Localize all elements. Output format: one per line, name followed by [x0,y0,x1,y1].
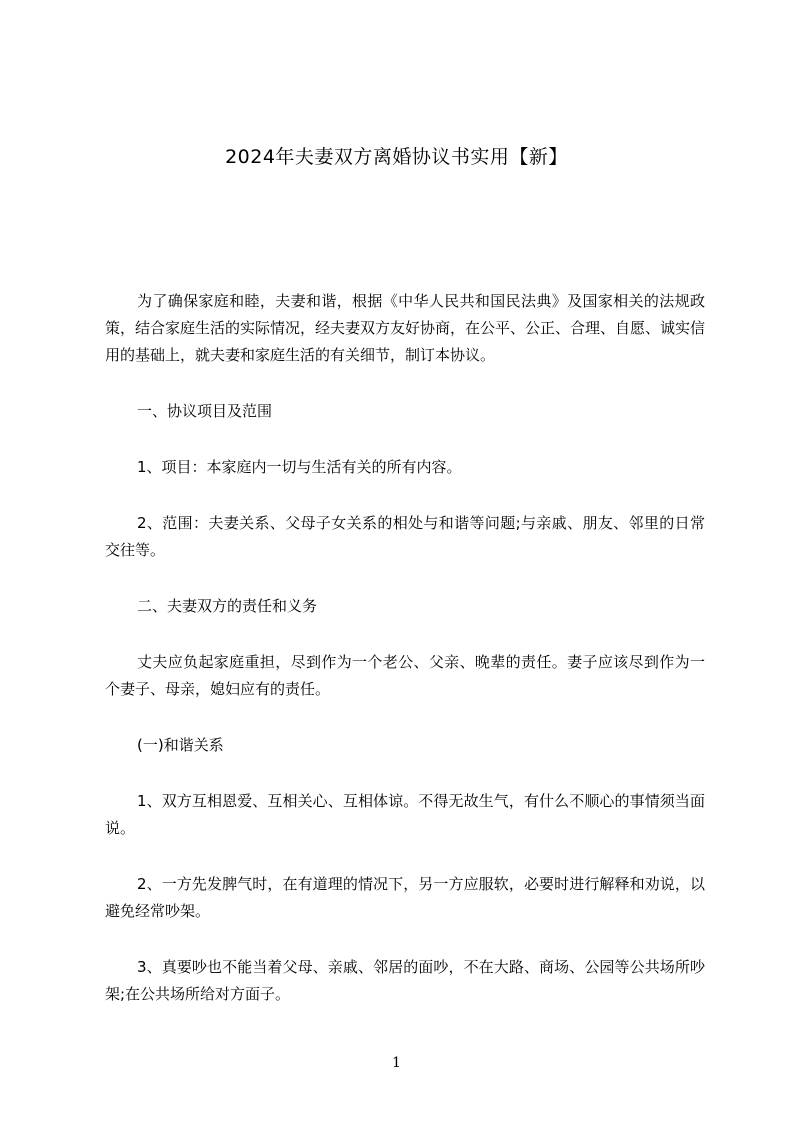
document-title: 2024年夫妻双方离婚协议书实用【新】 [225,146,568,168]
section-heading-scope: 一、协议项目及范围 [137,402,273,420]
harmony-item-2: 2、一方先发脾气时，在有道理的情况下，另一方应服软，必要时进行解释和劝说，以避免经常吵架。 [105,875,705,920]
scope-item-project: 1、项目：本家庭内一切与生活有关的所有内容。 [137,458,462,476]
section-heading-duties: 二、夫妻双方的责任和义务 [137,597,318,615]
scope-item-range: 2、范围：夫妻关系、父母子女关系的相处与和谐等问题;与亲戚、朋友、邻里的日常交往等。 [105,514,705,559]
harmony-item-3: 3、真要吵也不能当着父母、亲戚、邻居的面吵，不在大路、商场、公园等公共场所吵架;在公共场所给对方面子。 [105,958,705,1003]
duties-paragraph: 丈夫应负起家庭重担，尽到作为一个老公、父亲、晚辈的责任。妻子应该尽到作为一个妻子、母亲，媳妇应有的责任。 [105,653,705,698]
intro-paragraph: 为了确保家庭和睦，夫妻和谐，根据《中华人民共和国民法典》及国家相关的法规政策，结合家庭生活的实际情况，经夫妻双方友好协商，在公平、公正、合理、自愿、诚实信用的基础上，就夫妻和家庭生活的有关细节，制订本协议。 [105,292,706,364]
page-number: 1 [392,1055,401,1071]
subsection-heading-harmony: (一)和谐关系 [137,736,224,754]
document-body [105,288,705,1008]
harmony-item-1: 1、双方互相恩爱、互相关心、互相体谅。不得无故生气，有什么不顺心的事情须当面说。 [105,792,705,837]
